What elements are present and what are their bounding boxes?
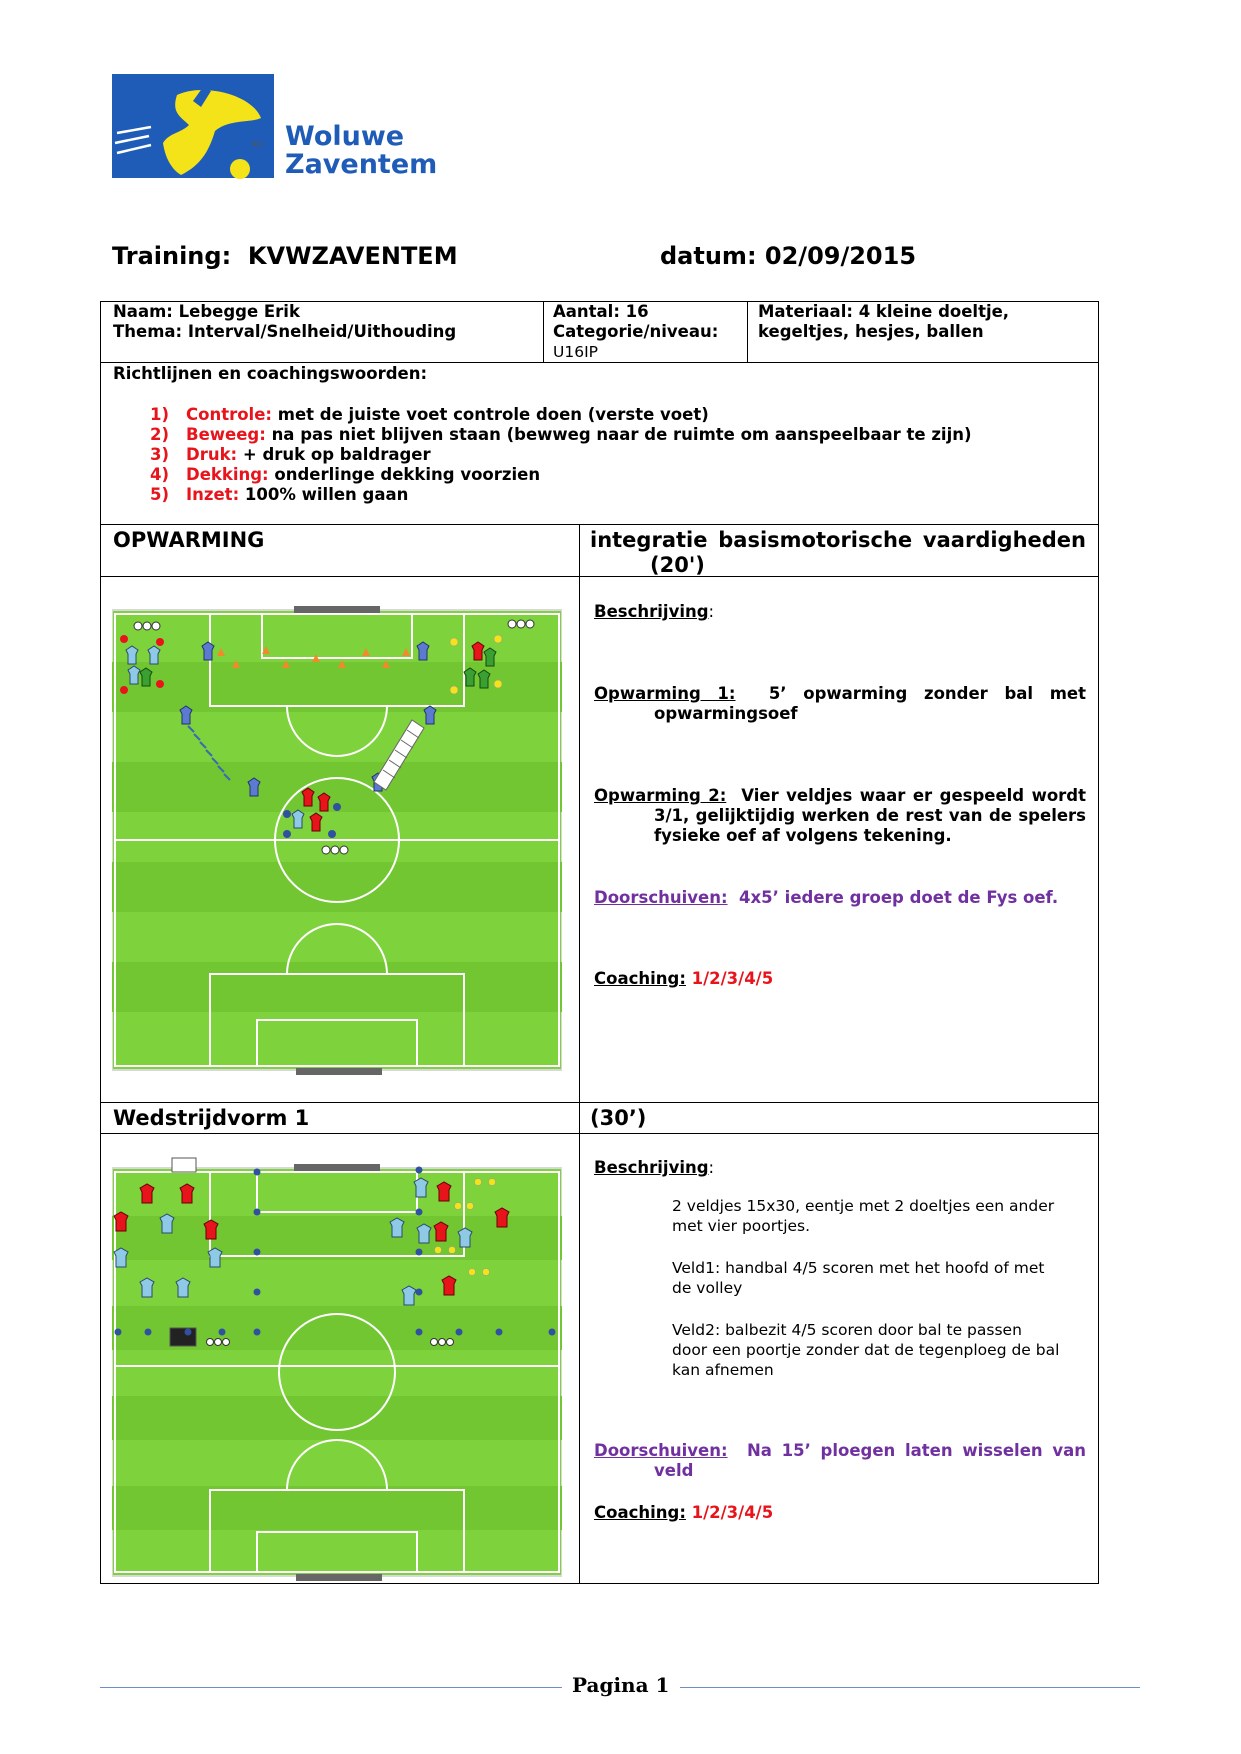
opwarming2-line2: 3/1, gelijktijdig werken de rest van de spelers — [654, 806, 1086, 825]
aantal-field: Aantal: 16 — [553, 302, 649, 321]
opwarming-title: OPWARMING — [113, 528, 265, 552]
materiaal-line2: kegeltjes, hesjes, ballen — [758, 322, 984, 341]
wedstrijdvorm-title: Wedstrijdvorm 1 — [113, 1106, 310, 1130]
beschrijving-label: Beschrijving: — [594, 1158, 715, 1177]
desc-p3-line2: door een poortje zonder dat de tegenploeg de bal — [672, 1341, 1060, 1359]
club-logo — [111, 73, 491, 183]
desc-p2-line2: de volley — [672, 1279, 743, 1297]
opwarming2-line1: Opwarming 2: Vier veldjes waar er gespeeld wordt — [594, 786, 1086, 805]
desc-p1-line1: 2 veldjes 15x30, eentje met 2 doeltjes een ander — [672, 1197, 1055, 1215]
doorschuiven-2-line2: veld — [654, 1461, 694, 1480]
training-value: KVWZAVENTEM — [247, 242, 458, 270]
training-title — [112, 242, 458, 270]
beschrijving-label: Beschrijving: — [594, 602, 715, 621]
logo-line1: Woluwe — [285, 121, 405, 152]
doorschuiven-2-line1: Doorschuiven: Na 15’ ploegen laten wisselen van — [594, 1441, 1086, 1460]
desc-p3-line1: Veld2: balbezit 4/5 scoren door bal te passen — [672, 1321, 1022, 1339]
categorie-field: Categorie/niveau: — [553, 322, 719, 341]
coaching-1: Coaching: 1/2/3/4/5 — [594, 969, 774, 988]
desc-p2-line1: Veld1: handbal 4/5 scoren met het hoofd of met — [672, 1259, 1045, 1277]
pitch-diagram-wedstrijdvorm — [112, 1156, 562, 1582]
opwarming1-line1: Opwarming 1: 5’ opwarming zonder bal met — [594, 684, 1086, 703]
niveau-field: U16IP — [553, 343, 598, 361]
training-label: Training: — [112, 242, 232, 270]
richtlijnen-list — [150, 405, 972, 505]
coaching-2: Coaching: 1/2/3/4/5 — [594, 1503, 774, 1522]
naam-field: Naam: Lebegge Erik — [113, 302, 300, 321]
list-item: 3) Druk: + druk op baldrager — [150, 445, 431, 464]
logo-line2: Zaventem — [285, 149, 438, 180]
list-item: 4) Dekking: onderlinge dekking voorzien — [150, 465, 541, 484]
footer-rule-right — [680, 1687, 1140, 1688]
opwarming-subtitle: integratie basismotorische vaardigheden — [590, 528, 1086, 552]
datum-label: datum: — [660, 242, 757, 270]
list-item: 5) Inzet: 100% willen gaan — [150, 485, 409, 504]
list-item: 1) Controle: met de juiste voet controle doen (verste voet) — [150, 405, 709, 424]
pitch-diagram-opwarming — [112, 602, 562, 1078]
thema-field: Thema: Interval/Snelheid/Uithouding — [113, 322, 457, 341]
datum-value: 02/09/2015 — [764, 242, 917, 270]
opwarming1-line2: opwarmingsoef — [654, 704, 798, 723]
logo-prefix: KV — [252, 140, 263, 149]
footer-rule-left — [100, 1687, 562, 1688]
desc-p1-line2: met vier poortjes. — [672, 1217, 811, 1235]
richtlijnen-heading: Richtlijnen en coachingswoorden: — [113, 364, 428, 383]
opwarming2-line3: fysieke oef af volgens tekening. — [654, 826, 952, 845]
page-number: Pagina 1 — [572, 1673, 670, 1697]
desc-p3-line3: kan afnemen — [672, 1361, 774, 1379]
wedstrijdvorm-duration: (30’) — [590, 1106, 647, 1130]
datum-title — [660, 242, 916, 270]
materiaal-line1: Materiaal: 4 kleine doeltje, — [758, 302, 1010, 321]
list-item: 2) Beweeg: na pas niet blijven staan (bewweg naar de ruimte om aanspeelbaar te zijn) — [150, 425, 972, 444]
opwarming-duration: (20') — [650, 553, 705, 577]
doorschuiven-1: Doorschuiven: 4x5’ iedere groep doet de Fys oef. — [594, 888, 1059, 907]
